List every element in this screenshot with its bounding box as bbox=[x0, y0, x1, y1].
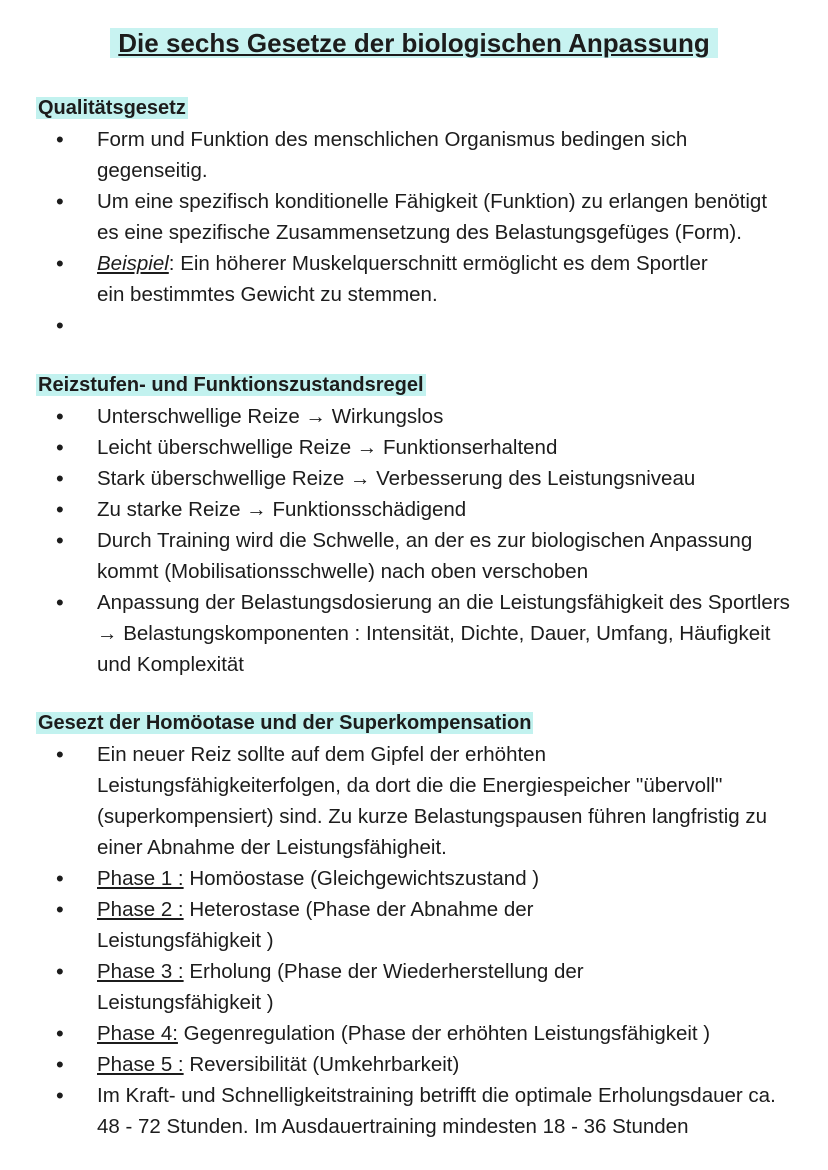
list-item: • Phase 2 : Heterostase (Phase der Abnahme der Leistungsfähigkeit ) bbox=[0, 894, 697, 956]
list-item: • Unterschwellige Reize → Wirkungslos bbox=[0, 401, 790, 432]
list-item: • Beispiel: Ein höherer Muskelquerschnitt ermöglicht es dem Sportler ein bestimmtes Gewicht zu stemmen. bbox=[0, 248, 717, 310]
bullet-list-homoeostase bbox=[0, 739, 790, 1142]
phase-label: Phase 3 : bbox=[97, 960, 184, 983]
list-item: • Phase 3 : Erholung (Phase der Wiederherstellung der Leistungsfähigkeit ) bbox=[0, 956, 737, 1018]
bullet-list-qualitaetsgesetz bbox=[0, 124, 790, 310]
list-item: • Phase 5 : Reversibilität (Umkehrbarkeit) bbox=[0, 1049, 790, 1080]
phase-label: Phase 5 : bbox=[97, 1053, 184, 1076]
list-item: • Durch Training wird die Schwelle, an der es zur biologischen Anpassung kommt (Mobilisationsschwelle) nach oben verschoben bbox=[0, 525, 790, 587]
list-item: • Anpassung der Belastungsdosierung an die Leistungsfähigkeit des Sportlers → Belastungskomponenten : Intensität, Dichte, Dauer, Umfang, Häufigkeit und Komplexität bbox=[0, 587, 790, 680]
section-heading-homoeostase: Gesezt der Homöotase und der Superkompensation bbox=[38, 712, 532, 734]
list-item: • Stark überschwellige Reize → Verbesserung des Leistungsniveau bbox=[0, 463, 790, 494]
list-item: • Um eine spezifisch konditionelle Fähigkeit (Funktion) zu erlangen benötigt es eine spezifische Zusammensetzung des Belastungsgefüges (Form). bbox=[0, 186, 777, 248]
list-item: • Im Kraft- und Schnelligkeitstraining betrifft die optimale Erholungsdauer ca. 48 - 72 Stunden. Im Ausdauertraining mindesten 18 - 36 Stunden bbox=[0, 1080, 787, 1142]
list-item: • Ein neuer Reiz sollte auf dem Gipfel der erhöhten Leistungsfähigkeiterfolgen, da dort die die Energiespeicher "übervoll" (superkompensiert) sind. Zu kurze Belastungspausen führen langfristig zu einer Abnahme der Leistungsfähigheit. bbox=[0, 739, 777, 863]
list-item: • Zu starke Reize → Funktionsschädigend bbox=[0, 494, 790, 525]
bullet-list-reizstufen bbox=[0, 401, 790, 680]
page-title: Die sechs Gesetze der biologischen Anpassung bbox=[0, 27, 828, 59]
phase-label: Phase 2 : bbox=[97, 898, 184, 921]
list-item: • Phase 4: Gegenregulation (Phase der erhöhten Leistungsfähigkeit ) bbox=[0, 1018, 790, 1049]
section-heading-qualitaetsgesetz: Qualitätsgesetz bbox=[38, 97, 186, 119]
section-heading-reizstufen: Reizstufen- und Funktionszustandsregel bbox=[38, 374, 424, 396]
phase-label: Phase 1 : bbox=[97, 867, 184, 890]
list-item: • Form und Funktion des menschlichen Organismus bedingen sich gegenseitig. bbox=[0, 124, 777, 186]
list-item: • Phase 1 : Homöostase (Gleichgewichtszustand ) bbox=[0, 863, 790, 894]
phase-label: Phase 4: bbox=[97, 1022, 178, 1045]
list-item: • Leicht überschwellige Reize → Funktionserhaltend bbox=[0, 432, 790, 463]
example-label: Beispiel bbox=[97, 252, 169, 275]
